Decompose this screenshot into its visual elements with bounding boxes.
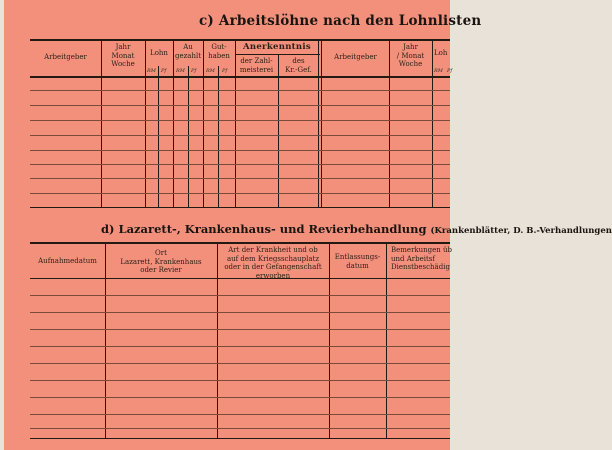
section-d-title-note: (Krankenblätter, D. B.-Verhandlungen xyxy=(430,226,612,236)
unit-label: RM xyxy=(206,68,215,74)
col-header-arbeitgeber: Arbeitgeber xyxy=(44,53,87,61)
col-header-ort: Ort Lazarett, Krankenhaus oder Revier xyxy=(120,249,202,274)
col-header-arbeitgeber-2: Arbeitgeber xyxy=(334,53,377,61)
table-row[interactable] xyxy=(30,397,450,398)
section-d-title xyxy=(101,222,612,236)
col-header-anerkenntnis: Anerkenntnis xyxy=(242,42,312,52)
section-c-vline xyxy=(278,54,279,207)
col-header-krgef: des Kr.-Gef. xyxy=(285,57,312,74)
form-sheet xyxy=(4,0,612,450)
section-c-vline xyxy=(203,39,204,207)
section-d-title-main: d) Lazarett-, Krankenhaus- und Revierbehandlung xyxy=(101,222,427,236)
unit-label: RM xyxy=(434,68,443,74)
table-row[interactable] xyxy=(30,150,450,151)
table-row[interactable] xyxy=(30,193,450,194)
section-c-header-rule xyxy=(30,76,450,78)
table-row[interactable] xyxy=(30,380,450,381)
table-row[interactable] xyxy=(30,135,450,136)
table-row[interactable] xyxy=(30,178,450,179)
section-c-vline xyxy=(145,39,146,207)
section-c-top-rule xyxy=(30,39,450,41)
section-c-vline xyxy=(188,66,189,207)
table-row[interactable] xyxy=(30,346,450,347)
section-c-vline xyxy=(158,66,159,207)
col-header-aufnahmedatum: Aufnahmedatum xyxy=(38,257,97,265)
section-d-vline xyxy=(386,242,387,438)
unit-label: Pf xyxy=(447,68,453,74)
section-d-vline xyxy=(329,242,330,438)
table-row[interactable] xyxy=(30,363,450,364)
table-row[interactable] xyxy=(30,295,450,296)
section-c-double-rule xyxy=(321,39,322,207)
col-header-art-der-krankheit: Art der Krankheit und ob auf dem Kriegsschauplatz oder in der Gefangenschaft erworben xyxy=(224,246,322,280)
unit-label: Pf xyxy=(161,68,167,74)
table-row[interactable] xyxy=(30,90,450,91)
table-row[interactable] xyxy=(30,312,450,313)
col-header-jahr-monat-woche-2: Jahr / Monat Woche xyxy=(396,43,425,68)
section-d-top-rule xyxy=(30,242,450,244)
col-header-jahr-monat-woche: Jahr Monat Woche xyxy=(111,43,135,68)
table-row[interactable] xyxy=(30,164,450,165)
table-row[interactable] xyxy=(30,105,450,106)
section-c-vline xyxy=(218,66,219,207)
unit-label: Pf xyxy=(191,68,197,74)
section-c-vline xyxy=(173,39,174,207)
table-row[interactable] xyxy=(30,428,450,429)
col-header-ausgezahlt: Au gezahlt xyxy=(174,43,202,60)
unit-label: RM xyxy=(147,68,156,74)
table-row[interactable] xyxy=(30,120,450,121)
section-c-vline xyxy=(432,39,433,207)
col-header-guthaben: Gut- haben xyxy=(208,43,230,60)
unit-label: Pf xyxy=(222,68,228,74)
col-header-lohn: Lohn xyxy=(150,49,168,57)
section-c-bottom-rule xyxy=(30,207,450,208)
col-header-bemerkungen: Bemerkungen üb und Arbeitsf Dienstbeschädig xyxy=(391,246,453,271)
col-header-lohn-2: Loh xyxy=(434,49,448,57)
section-d-bottom-rule xyxy=(30,438,450,439)
section-c-title: c) Arbeitslöhne nach den Lohnlisten xyxy=(199,13,482,29)
col-header-zahlmeisterei: der Zahl- meisterei xyxy=(239,57,274,74)
table-row[interactable] xyxy=(30,414,450,415)
col-header-entlassungsdatum: Entlassungs- datum xyxy=(334,253,381,270)
table-row[interactable] xyxy=(30,329,450,330)
unit-label: RM xyxy=(176,68,185,74)
